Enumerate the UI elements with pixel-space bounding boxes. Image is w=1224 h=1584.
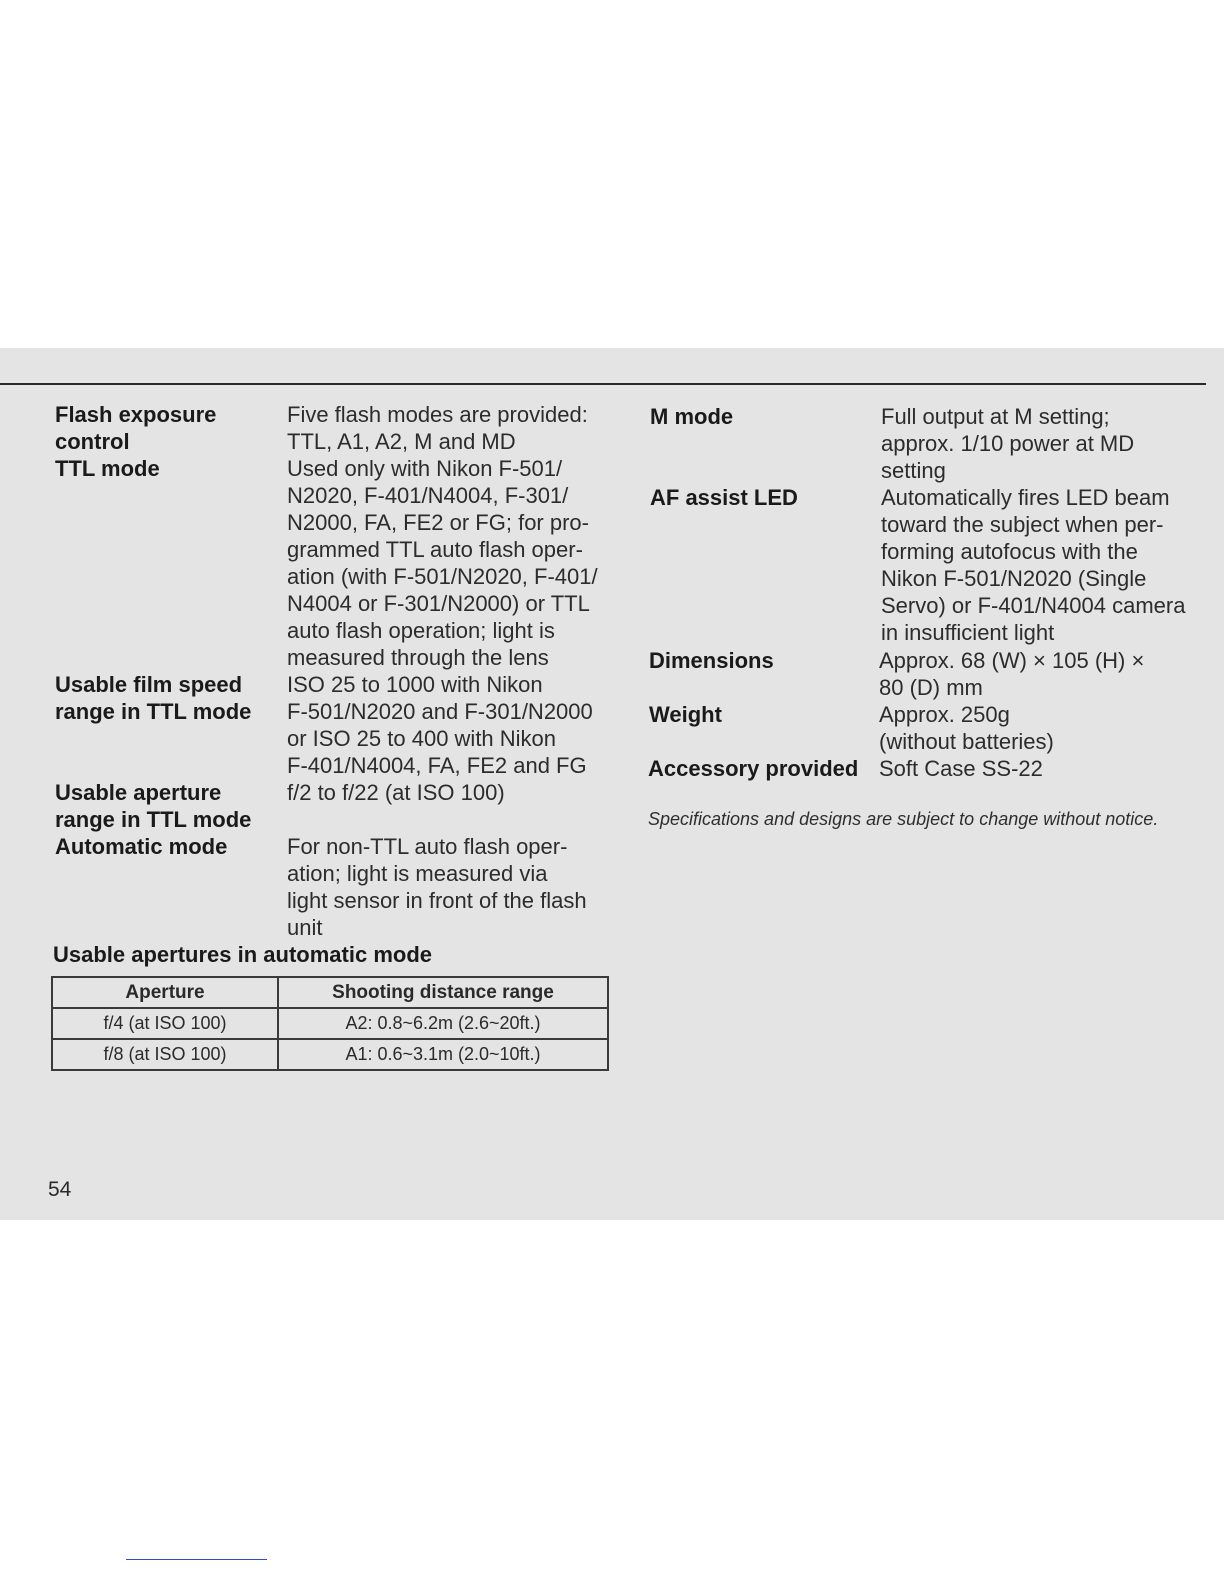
apertures-section-title: Usable apertures in automatic mode	[53, 942, 432, 967]
table-row	[52, 1039, 608, 1070]
spec-label-film-speed-range: Usable film speed range in TTL mode	[55, 672, 252, 724]
spec-label-accessory: Accessory provided	[648, 756, 859, 781]
table-cell-distance: A1: 0.6~3.1m (2.0~10ft.)	[278, 1039, 608, 1070]
specifications-note: Specifications and designs are subject to change without notice.	[648, 809, 1159, 829]
table-cell-distance: A2: 0.8~6.2m (2.6~20ft.)	[278, 1008, 608, 1039]
table-cell-aperture: f/8 (at ISO 100)	[52, 1039, 278, 1070]
table-cell-aperture: f/4 (at ISO 100)	[52, 1008, 278, 1039]
spec-label-automatic-mode: Automatic mode	[55, 834, 228, 859]
spec-value-flash-exposure-control: Five flash modes are provided: TTL, A1, A2, M and MD	[287, 402, 588, 454]
spec-label-af-assist-led: AF assist LED	[650, 485, 798, 510]
spec-value-m-mode: Full output at M setting; approx. 1/10 power at MD setting	[881, 404, 1135, 483]
spec-label-dimensions: Dimensions	[649, 648, 774, 673]
spec-value-accessory: Soft Case SS-22	[879, 756, 1043, 781]
spec-label-aperture-range: Usable aperture range in TTL mode	[55, 780, 252, 832]
spec-label-weight: Weight	[649, 702, 722, 727]
spec-value-dimensions: Approx. 68 (W) × 105 (H) × 80 (D) mm	[879, 648, 1145, 700]
spec-value-weight: Approx. 250g (without batteries)	[879, 702, 1054, 754]
spec-value-automatic-mode: For non-TTL auto flash oper- ation; light is measured via light sensor in front of the flash unit	[287, 834, 587, 940]
table-row	[52, 1008, 608, 1039]
table-header-row	[52, 977, 608, 1008]
underline-rule	[126, 1559, 267, 1560]
spec-label-m-mode: M mode	[650, 404, 734, 429]
table-header-aperture: Aperture	[52, 977, 278, 1008]
page-number: 54	[48, 1178, 72, 1201]
apertures-table	[51, 976, 609, 1071]
spec-value-aperture-range: f/2 to f/22 (at ISO 100)	[287, 780, 505, 805]
spec-value-ttl-mode: Used only with Nikon F-501/ N2020, F-401/N4004, F-301/ N2000, FA, FE2 or FG; for pro- grammed TTL auto flash oper- ation (with F-501/N2020, F-401/ N4004 or F-301/N2000) or TTL auto flash operation; light is measured through the lens	[287, 456, 598, 670]
spec-label-flash-exposure-control: Flash exposure control	[55, 402, 217, 454]
table-header-distance: Shooting distance range	[278, 977, 608, 1008]
spec-value-af-assist-led: Automatically fires LED beam toward the subject when per- forming autofocus with the Nikon F-501/N2020 (Single Servo) or F-401/N4004 camera in insufficient light	[881, 485, 1186, 645]
top-rule	[0, 383, 1206, 385]
spec-value-film-speed-range: ISO 25 to 1000 with Nikon F-501/N2020 and F-301/N2000 or ISO 25 to 400 with Nikon F-401/N4004, FA, FE2 and FG	[287, 672, 593, 778]
spec-label-ttl-mode: TTL mode	[55, 456, 160, 481]
